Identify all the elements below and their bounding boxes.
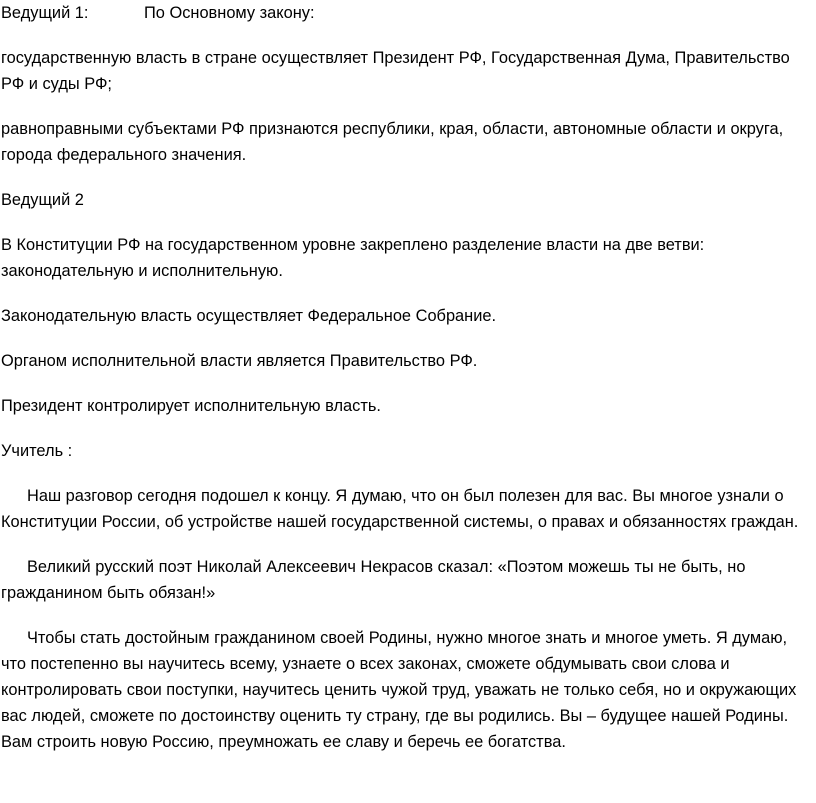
host2-speaker: Ведущий 2 xyxy=(1,191,84,209)
teacher-speaker: Учитель : xyxy=(1,442,73,460)
host1-paragraph-1: государственную власть в стране осуществляет Президент РФ, Государственная Дума, Правительство РФ и суды РФ; xyxy=(1,49,790,93)
teacher-paragraph-2: Великий русский поэт Николай Алексеевич Некрасов сказал: «Поэтом можешь ты не быть, но гражданином быть обязан!» xyxy=(1,558,746,602)
teacher-paragraph-3: Чтобы стать достойным гражданином своей Родины, нужно многое знать и многое уметь. Я думаю, что постепенно вы научитесь всему, узнаете о всех законах, сможете обдумывать свои слова и контролировать свои поступки, научитесь ценить чужой труд, уважать не только себя, но и окружающих вас людей, сможете по достоинству оценить ту страну, где вы родились. Вы – будущее нашей Родины. Вам строить новую Россию, преумножать ее славу и беречь ее богатства. xyxy=(1,629,797,751)
host1-heading: По Основному закону: xyxy=(144,4,315,22)
host1-paragraph-2: равноправными субъектами РФ признаются республики, края, области, автономные области и округа, города федерального значения. xyxy=(1,120,784,164)
host2-paragraph-1: В Конституции РФ на государственном уровне закреплено разделение власти на две ветви: законодательную и исполнительную. xyxy=(1,236,705,280)
host1-line xyxy=(1,0,816,26)
host1-speaker: Ведущий 1: xyxy=(1,4,89,22)
host2-paragraph-2: Законодательную власть осуществляет Федеральное Собрание. xyxy=(1,307,497,325)
teacher-paragraph-1: Наш разговор сегодня подошел к концу. Я думаю, что он был полезен для вас. Вы многое узнали о Конституции России, об устройстве нашей государственной системы, о правах и обязанностях граждан. xyxy=(1,487,799,531)
host2-paragraph-4: Президент контролирует исполнительную власть. xyxy=(1,397,381,415)
host2-paragraph-3: Органом исполнительной власти является Правительство РФ. xyxy=(1,352,478,370)
